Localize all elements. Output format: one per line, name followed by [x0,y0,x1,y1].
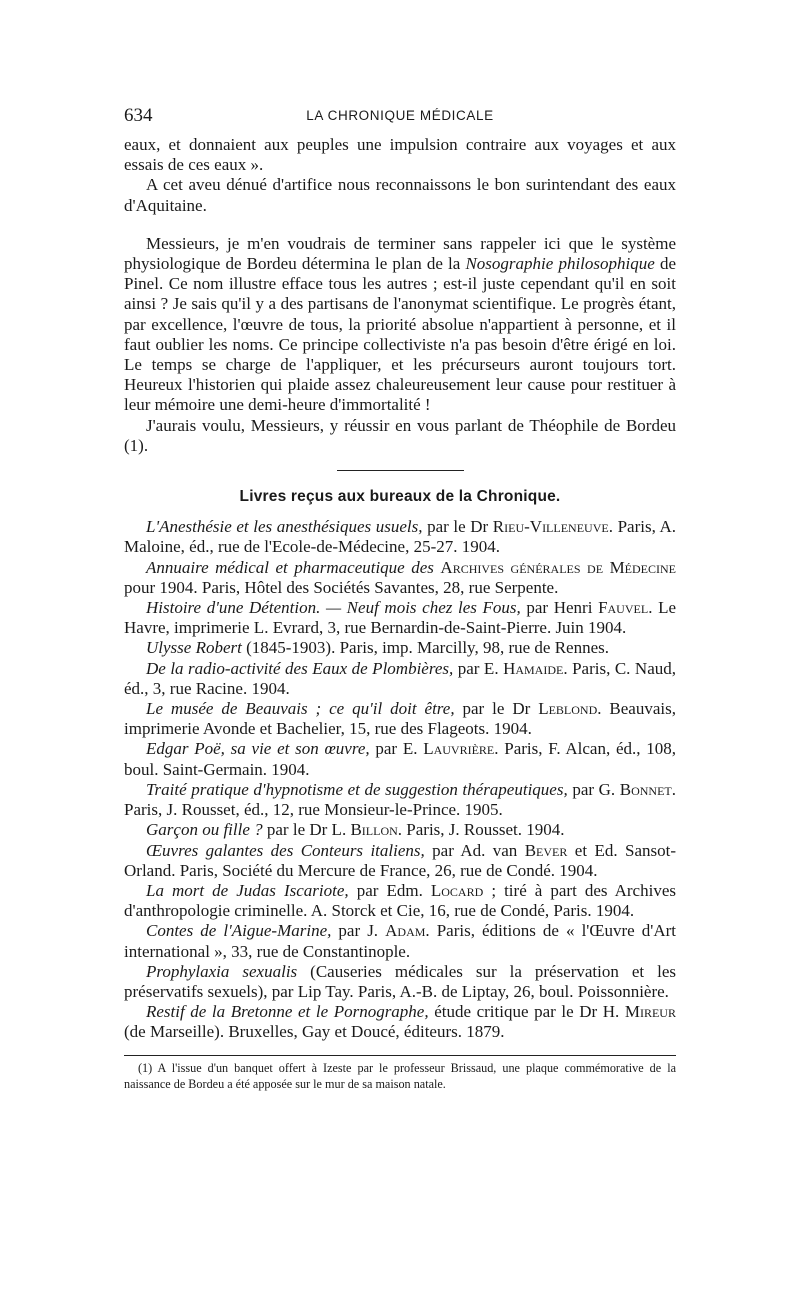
book-text: par E. [453,658,504,678]
book-author: Leblond [538,699,598,719]
book-author: Rieu-Villeneuve [492,517,609,537]
paragraph: J'aurais voulu, Messieurs, y réussir en vous parlant de Théophile de Bordeu (1). [124,415,676,455]
book-title: Prophylaxia sexualis [146,961,298,981]
footnote-rule [124,1055,676,1056]
book-author: Fauvel [598,598,649,618]
book-text: pour 1904. Paris, Hôtel des Sociétés Savantes, 28, rue Serpente. [124,577,559,597]
book-text: par Edm. [348,880,431,900]
book-title: L'Anesthésie et les anesthésiques usuels, [146,517,423,537]
book-entry [124,558,676,598]
italic-title: Nosographie philosophique [465,254,655,274]
book-text: par E. [369,739,424,759]
book-text: (1845-1903). Paris, imp. Marcilly, 98, rue de Rennes. [241,638,610,658]
book-text: par le Dr [454,699,539,719]
book-author: Hamaide [503,658,564,678]
book-author: Billon [350,820,398,840]
book-text: (Causeries médicales sur la préservation et les préservatifs sexuels), par Lip Tay. Paris, A.-B. de Liptay, 26, boul. Poissonnière. [124,961,676,1001]
book-entry [124,598,676,638]
book-text: (de Marseille). Bruxelles, Gay et Doucé, éditeurs. 1879. [124,1022,505,1042]
book-title: La mort de Judas Iscariote, [146,880,349,900]
paragraph [124,234,676,416]
book-title: Le musée de Beauvais ; ce qu'il doit être, [146,699,455,719]
book-text: . Paris, C. Naud, éd., 3, rue Racine. 1904. [124,658,676,698]
book-entry [124,881,676,921]
book-title: Restif de la Bretonne et le Pornographe, [146,1002,429,1022]
paragraph: eaux, et donnaient aux peuples une impulsion contraire aux voyages et aux essais de ces eaux ». [124,135,676,175]
book-author: Locard [430,880,484,900]
book-author: Lauvrière [423,739,495,759]
book-entry [124,962,676,1002]
book-title: Traité pratique d'hypnotisme et de suggestion thérapeutiques, [146,779,568,799]
book-text: par le Dr L. [262,820,351,840]
book-title: Edgar Poë, sa vie et son œuvre, [146,739,370,759]
book-list [124,517,676,1042]
book-title: Garçon ou fille ? [146,820,263,840]
book-author: Mireur [624,1002,676,1022]
book-text: par J. [331,921,386,941]
book-title: Contes de l'Aigue-Marine, [146,921,332,941]
book-text: . Paris, A. Maloine, éd., rue de l'Ecole-de-Médecine, 25-27. 1904. [124,517,676,557]
text-run: de Pinel. Ce nom illustre efface tous les autres ; est-il juste cependant qu'il en soit ainsi ? Je sais qu'il y a des partisans de l'anonymat scientifique. Le progrès étant, par excellence, l'œuvre de tous, la priorité absolue n'appartient à personne, et il faut oublier les noms. Ce principe collectiviste n'a pas besoin d'être érigé en loi. Le temps se charge de l'appliquer, et les précurseurs auront toujours tort. Heureux l'historien qui plaide assez chaleureusement leur cause pour restituer à leur mémoire une demi-heure d'immortalité ! [124,254,676,415]
book-author: Archives générales de Médecine [440,557,677,577]
book-title: Histoire d'une Détention. — Neuf mois chez les Fous, [146,598,521,618]
book-title: Annuaire médical et pharmaceutique des [146,557,434,577]
book-author: Bever [524,840,568,860]
book-text: . Le Havre, imprimerie L. Evrard, 3, rue Bernardin-de-Saint-Pierre. Juin 1904. [124,598,676,638]
page-body [124,135,676,1092]
book-text: étude critique par le Dr H. [428,1002,625,1022]
book-text: par Ad. van [424,840,525,860]
book-text: . Beauvais, imprimerie Avonde et Bachelier, 15, rue des Flageots. 1904. [124,699,676,739]
book-entry [124,638,676,658]
book-text: ; tiré à part des Archives d'anthropologie criminelle. A. Storck et Cie, 16, rue de Condé, Paris. 1904. [124,880,676,921]
book-entry [124,921,676,961]
book-entry [124,841,676,881]
paragraph: A cet aveu dénué d'artifice nous reconnaissons le bon surintendant des eaux d'Aquitaine. [124,175,676,215]
running-title: LA CHRONIQUE MÉDICALE [306,108,494,123]
book-author: Bonnet [619,779,672,799]
book-entry [124,1002,676,1042]
book-author: Adam [385,921,426,941]
book-text: . Paris, éditions de « l'Œuvre d'Art international », 33, rue de Constantinople. [124,921,676,961]
text-run: Messieurs, je m'en voudrais de terminer sans rappeler ici que le système physiologique de Bordeu détermina le plan de la [124,233,676,274]
page-number: 634 [124,105,153,126]
book-text: . Paris, J. Rousset, éd., 12, rue Monsieur-le-Prince. 1905. [124,779,676,820]
book-title: Ulysse Robert [146,638,242,658]
book-title: Œuvres galantes des Conteurs italiens, [146,840,425,860]
book-entry [124,780,676,820]
page-header [124,105,676,129]
book-entry [124,820,676,840]
book-text: . Paris, J. Rousset. 1904. [397,820,565,840]
book-entry [124,517,676,557]
book-text: . Paris, F. Alcan, éd., 108, boul. Saint-Germain. 1904. [124,739,677,779]
book-text: par Henri [520,598,599,618]
book-entry [124,739,676,779]
footnote: (1) A l'issue d'un banquet offert à Izeste par le professeur Brissaud, une plaque commémorative de la naissance de Bordeu a été apposée sur le mur de sa maison natale. [124,1060,676,1091]
book-entry [124,699,676,739]
book-text: et Ed. Sansot-Orland. Paris, Société du Mercure de France, 26, rue de Condé. 1904. [124,840,676,880]
book-text: par G. [567,779,620,799]
book-title: De la radio-activité des Eaux de Plombières, [146,658,454,678]
section-title: Livres reçus aux bureaux de la Chronique. [239,488,561,506]
book-text: par le Dr [422,517,493,537]
book-entry [124,659,676,699]
section-separator [337,470,464,471]
